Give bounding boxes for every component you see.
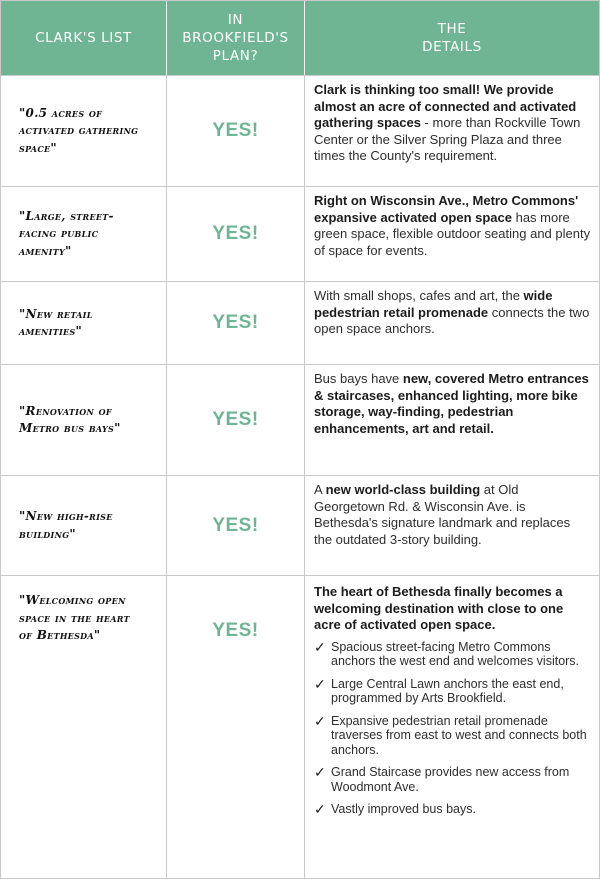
header-in-plan <box>166 1 304 75</box>
details-text: at Old Georgetown Rd. & Wisconsin Ave. is Bethesda's signature landmark and replaces the outdated 3-story building. <box>314 482 571 547</box>
clarks-quote: "New retail amenities" <box>19 306 93 338</box>
details-text: With small shops, cafes and art, the <box>314 288 524 303</box>
header-label: DETAILS <box>422 39 482 55</box>
header-label: BROOKFIELD'S <box>182 30 289 46</box>
details-bold: Right on Wisconsin Ave., Metro Commons' expansive activated open space <box>314 193 579 225</box>
details-cell <box>304 76 599 186</box>
details-text: has more green space, flexible outdoor seating and plenty of space for events. <box>314 209 591 258</box>
details-cell <box>304 187 599 281</box>
table-row <box>1 475 599 575</box>
clarks-item <box>1 187 166 281</box>
clarks-item <box>1 476 166 575</box>
yes-label: YES! <box>212 514 259 536</box>
table-row <box>1 75 599 186</box>
list-item <box>314 802 591 817</box>
checklist-text: Spacious street-facing Metro Commons anchors the west end and welcomes visitors. <box>331 639 580 668</box>
details-text: connects the two open space anchors. <box>314 304 590 336</box>
header-clarks-list <box>1 1 166 75</box>
checkmark-icon: ✓ <box>314 712 326 729</box>
checklist <box>314 640 591 817</box>
header-label: CLARK'S LIST <box>35 30 132 46</box>
yes-label: YES! <box>212 409 259 430</box>
clarks-quote: "0.5 acres of activated gathering space" <box>19 105 139 155</box>
details-bold: Clark is thinking too small! We provide almost an acre of connected and activated gathering spaces <box>314 82 577 130</box>
clarks-quote: "Renovation of Metro bus bays" <box>19 403 121 435</box>
details-bold: new, covered Metro entrances & staircases, enhanced lighting, more bike storage, way-finding, pedestrian enhancements, art and retail. <box>314 371 589 436</box>
details-text: A <box>314 482 326 497</box>
yes-label: YES! <box>212 312 259 333</box>
plan-answer <box>166 476 304 575</box>
checkmark-icon: ✓ <box>314 638 326 655</box>
yes-label: YES! <box>212 120 259 141</box>
details-cell <box>304 365 599 475</box>
header-label: PLAN? <box>212 48 259 64</box>
plan-answer <box>166 187 304 281</box>
checklist-text: Large Central Lawn anchors the east end, programmed by Arts Brookfield. <box>331 676 564 705</box>
header-details <box>304 1 599 75</box>
yes-label: YES! <box>212 620 259 641</box>
table-row <box>1 281 599 364</box>
details-bold: wide pedestrian retail promenade <box>314 288 553 320</box>
checklist-text: Grand Staircase provides new access from Woodmont Ave. <box>331 765 570 794</box>
details-text: Bus bays have <box>314 371 403 386</box>
clarks-item <box>1 76 166 186</box>
checkmark-icon: ✓ <box>314 801 326 817</box>
details-cell <box>304 282 599 364</box>
clarks-item <box>1 365 166 475</box>
list-item <box>314 677 591 706</box>
plan-answer <box>166 76 304 186</box>
yes-label: YES! <box>212 223 259 244</box>
clarks-item <box>1 282 166 364</box>
table-row <box>1 575 599 878</box>
plan-answer <box>166 282 304 364</box>
details-bold: The heart of Bethesda finally becomes a welcoming destination with close to one acre of activated open space. <box>314 584 564 632</box>
clarks-quote: "New high-rise building" <box>19 509 113 541</box>
checkmark-icon: ✓ <box>314 675 326 692</box>
checklist-text: Vastly improved bus bays. <box>331 802 476 816</box>
header-label: IN <box>227 12 244 28</box>
plan-answer <box>166 365 304 475</box>
plan-answer <box>166 576 304 878</box>
table-row <box>1 364 599 475</box>
details-cell <box>304 476 599 575</box>
clarks-quote: "Large, street-facing public amenity" <box>19 208 114 258</box>
details-text: - more than Rockville Town Center or the Silver Spring Plaza and three times the County's requirement. <box>314 115 581 163</box>
clarks-quote: "Welcoming open space in the heart of Bethesda" <box>19 593 130 642</box>
clarks-item <box>1 576 166 878</box>
list-item <box>314 714 591 758</box>
list-item <box>314 765 591 794</box>
header-label: THE <box>437 21 467 37</box>
list-item <box>314 640 591 669</box>
checklist-text: Expansive pedestrian retail promenade traverses from east to west and connects both anchors. <box>331 713 587 757</box>
checkmark-icon: ✓ <box>314 764 326 780</box>
table-header <box>1 1 599 75</box>
table-row <box>1 186 599 281</box>
details-bold: new world-class building <box>325 482 481 497</box>
details-cell <box>304 576 599 878</box>
